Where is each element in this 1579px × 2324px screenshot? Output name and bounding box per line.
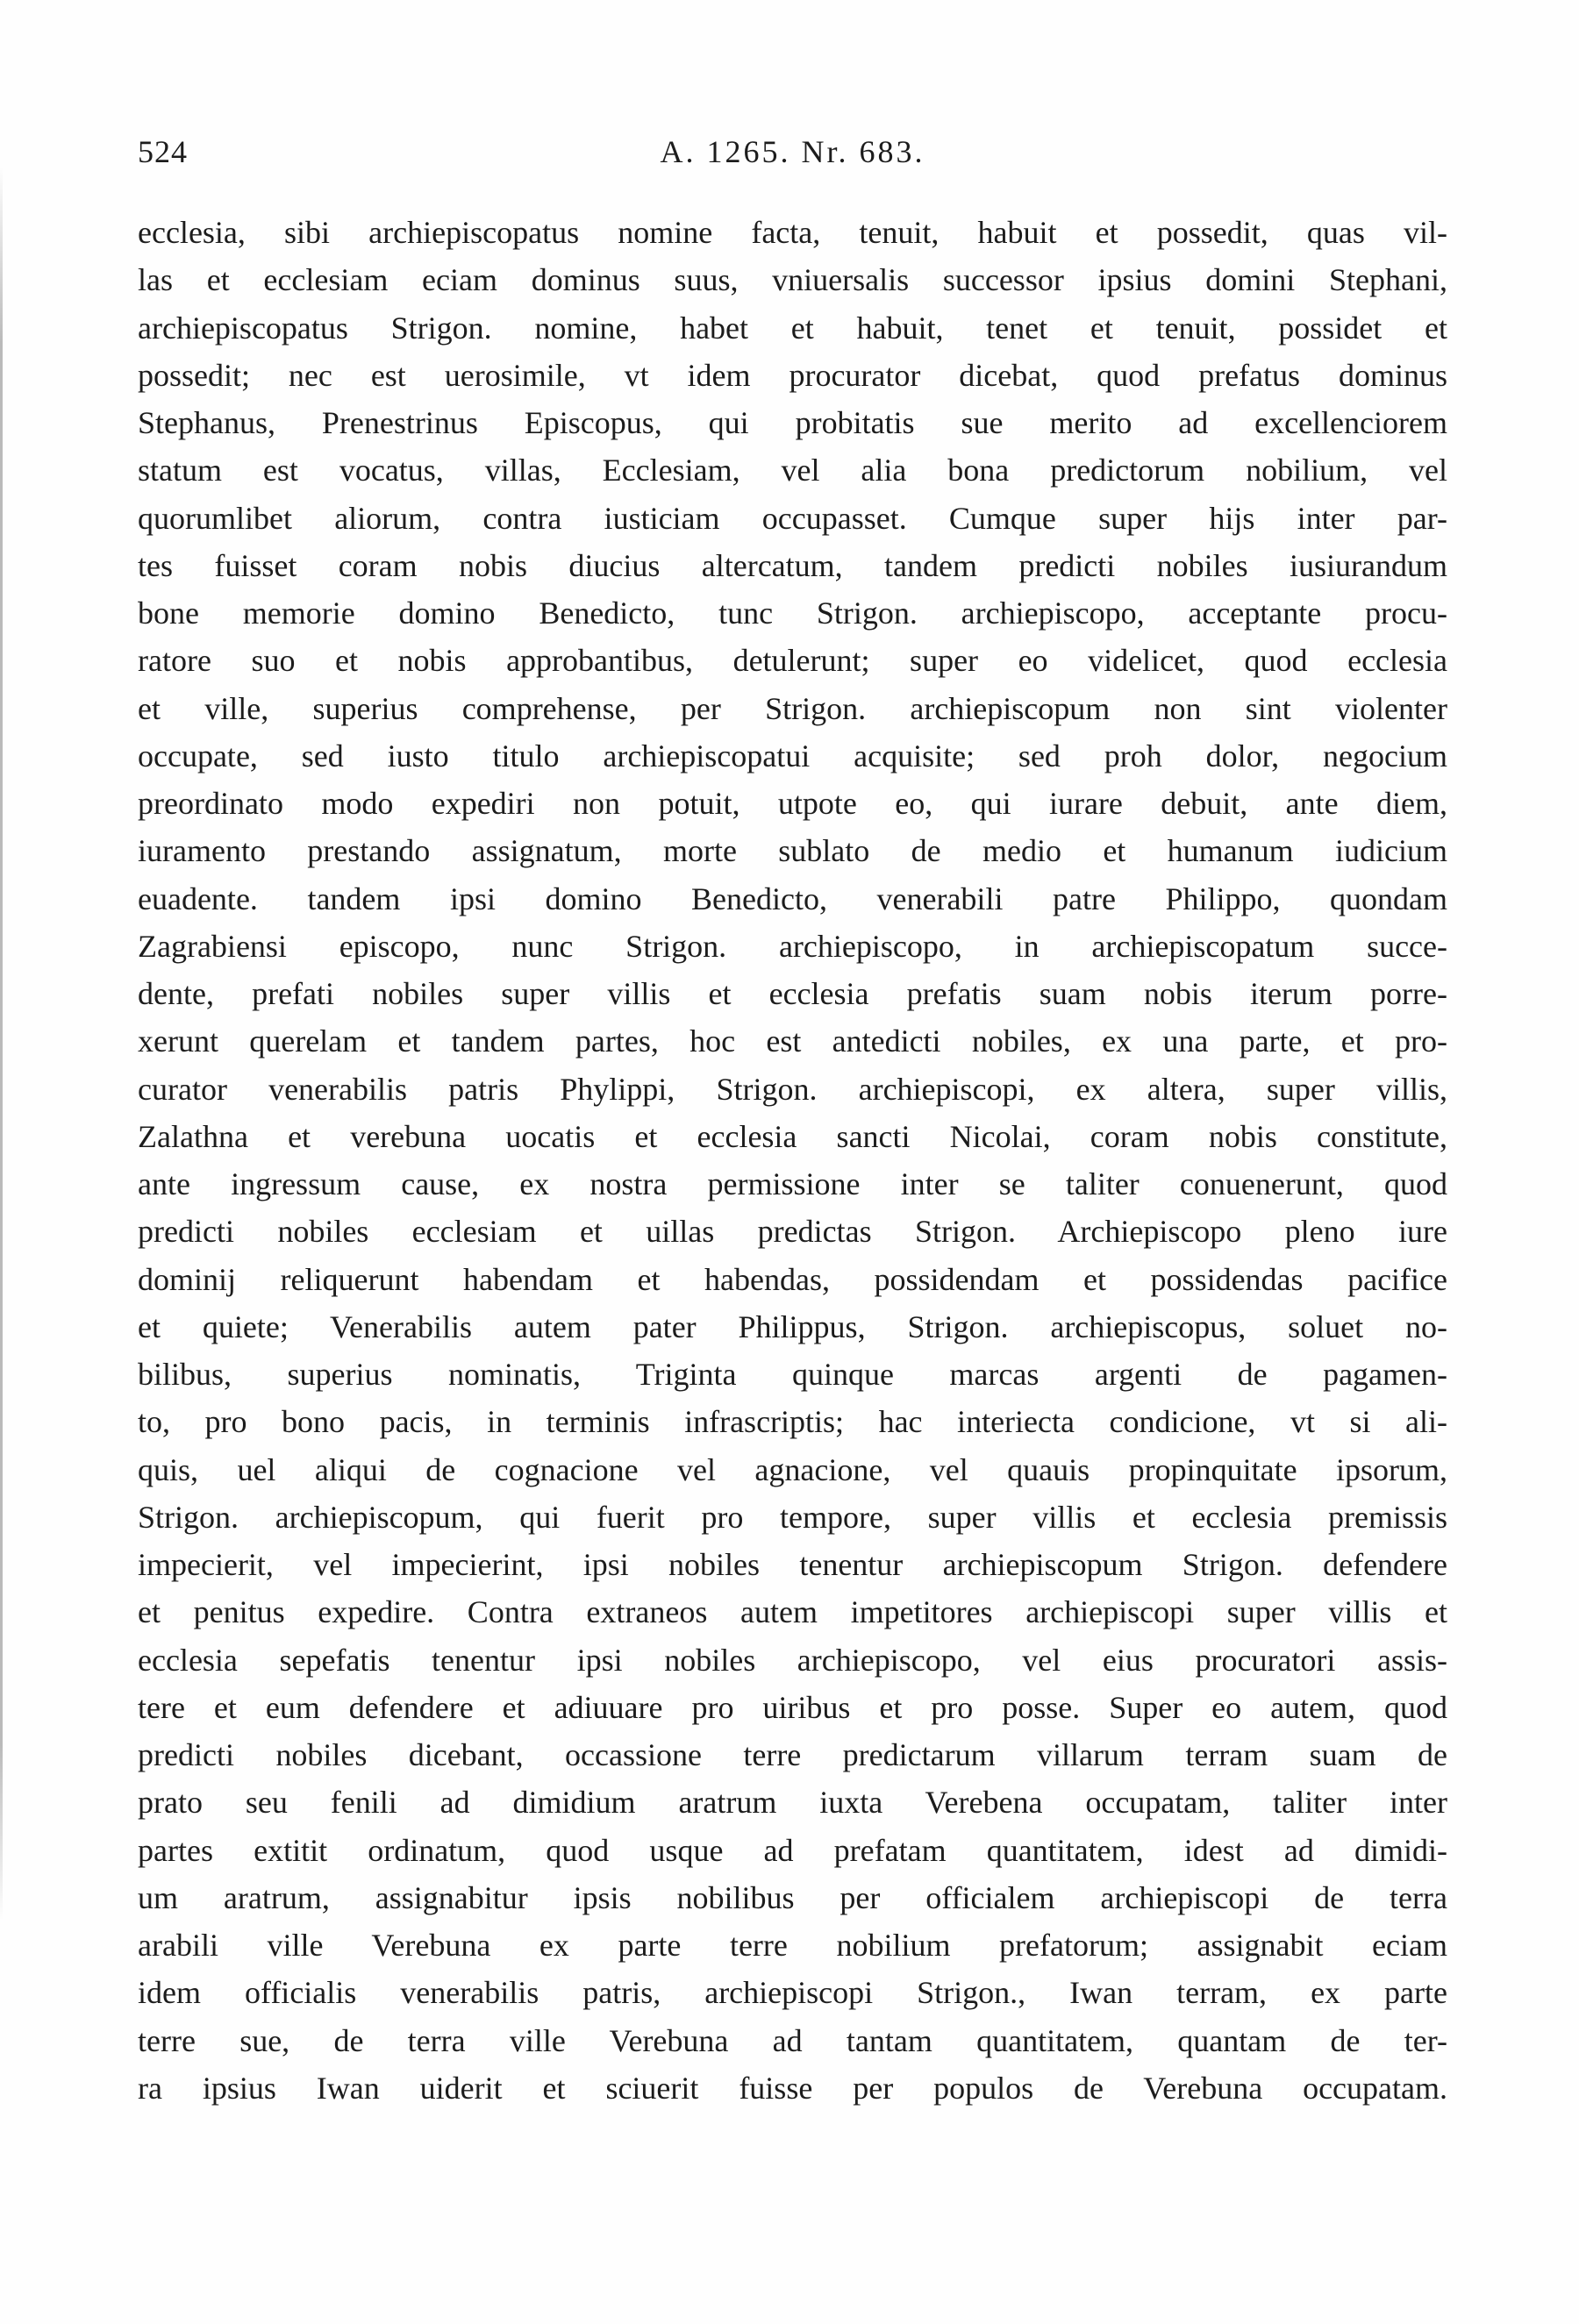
- text-line: las et ecclesiam eciam dominus suus, vniuersalis successor ipsius domini Stephani,: [138, 262, 1447, 298]
- text-line: ecclesia, sibi archiepiscopatus nomine facta, tenuit, habuit et possedit, quas vil-: [138, 215, 1447, 250]
- text-line: et quiete; Venerabilis autem pater Philippus, Strigon. archiepiscopus, soluet no-: [138, 1308, 1447, 1344]
- text-line: terre sue, de terra ville Verebuna ad tantam quantitatem, quantam de ter-: [138, 2022, 1447, 2058]
- running-head: A. 1265. Nr. 683.: [660, 134, 925, 169]
- text-line: impecierit, vel impecierint, ipsi nobiles tenentur archiepiscopum Strigon. defendere: [138, 1547, 1447, 1582]
- text-line: Zagrabiensi episcopo, nunc Strigon. archiepiscopo, in archiepiscopatum succe-: [138, 928, 1447, 964]
- text-line: arabili ville Verebuna ex parte terre nobilium prefatorum; assignabit eciam: [138, 1928, 1447, 1963]
- text-line: quorumlibet aliorum, contra iusticiam occupasset. Cumque super hijs inter par-: [138, 500, 1447, 536]
- text-line: to, pro bono pacis, in terminis infrascriptis; hac interiecta condicione, vt si ali-: [138, 1404, 1447, 1440]
- text-line: et penitus expedire. Contra extraneos autem impetitores archiepiscopi super villis et: [138, 1594, 1447, 1630]
- text-line: um aratrum, assignabitur ipsis nobilibus per officialem archiepiscopi de terra: [138, 1879, 1447, 1915]
- page-number: 524: [138, 134, 188, 169]
- text-line: preordinato modo expediri non potuit, utpote eo, qui iurare debuit, ante diem,: [138, 786, 1447, 821]
- text-line: xerunt querelam et tandem partes, hoc est antedicti nobiles, ex una parte, et pro-: [138, 1023, 1447, 1059]
- text-line: Zalathna et verebuna uocatis et ecclesia sancti Nicolai, coram nobis constitute,: [138, 1118, 1447, 1154]
- text-line: dente, prefati nobiles super villis et ecclesia prefatis suam nobis iterum porre-: [138, 976, 1447, 1011]
- text-line: bone memorie domino Benedicto, tunc Strigon. archiepiscopo, acceptante procu-: [138, 595, 1447, 631]
- text-line: predicti nobiles ecclesiam et uillas predictas Strigon. Archiepiscopo pleno iure: [138, 1214, 1447, 1250]
- scan-edge-shadow: [0, 167, 3, 1921]
- text-line: Stephanus, Prenestrinus Episcopus, qui probitatis sue merito ad excellenciorem: [138, 405, 1447, 440]
- text-line: Strigon. archiepiscopum, qui fuerit pro tempore, super villis et ecclesia premissis: [138, 1499, 1447, 1535]
- text-line: statum est vocatus, villas, Ecclesiam, vel alia bona predictorum nobilium, vel: [138, 453, 1447, 488]
- text-line: partes extitit ordinatum, quod usque ad prefatam quantitatem, idest ad dimidi-: [138, 1832, 1447, 1868]
- text-line: bilibus, superius nominatis, Triginta quinque marcas argenti de pagamen-: [138, 1357, 1447, 1392]
- text-line: prato seu fenili ad dimidium aratrum iuxta Verebena occupatam, taliter inter: [138, 1785, 1447, 1821]
- page-header: [138, 133, 1447, 177]
- text-line: ra ipsius Iwan uiderit et sciuerit fuisse per populos de Verebuna occupatam.: [138, 2070, 1447, 2106]
- text-line: ecclesia sepefatis tenentur ipsi nobiles archiepiscopo, vel eius procuratori assis-: [138, 1642, 1447, 1678]
- text-line: possedit; nec est uerosimile, vt idem procurator dicebat, quod prefatus dominus: [138, 357, 1447, 393]
- text-line: tere et eum defendere et adiuuare pro uiribus et pro posse. Super eo autem, quod: [138, 1689, 1447, 1725]
- text-line: tes fuisset coram nobis diucius altercatum, tandem predicti nobiles iusiurandum: [138, 547, 1447, 583]
- text-line: occupate, sed iusto titulo archiepiscopatui acquisite; sed proh dolor, negocium: [138, 738, 1447, 773]
- text-line: iuramento prestando assignatum, morte sublato de medio et humanum iudicium: [138, 833, 1447, 869]
- text-line: ratore suo et nobis approbantibus, detulerunt; super eo videlicet, quod ecclesia: [138, 643, 1447, 679]
- text-line: quis, uel aliqui de cognacione vel agnacione, vel quauis propinquitate ipsorum,: [138, 1451, 1447, 1487]
- body-text: [138, 209, 1447, 2112]
- text-line: ante ingressum cause, ex nostra permissione inter se taliter conuenerunt, quod: [138, 1166, 1447, 1201]
- text-line: dominij reliquerunt habendam et habendas, possidendam et possidendas pacifice: [138, 1261, 1447, 1297]
- text-line: idem officialis venerabilis patris, archiepiscopi Strigon., Iwan terram, ex parte: [138, 1975, 1447, 2011]
- text-line: predicti nobiles dicebant, occassione terre predictarum villarum terram suam de: [138, 1737, 1447, 1772]
- text-line: archiepiscopatus Strigon. nomine, habet et habuit, tenet et tenuit, possidet et: [138, 310, 1447, 346]
- text-line: euadente. tandem ipsi domino Benedicto, venerabili patre Philippo, quondam: [138, 880, 1447, 916]
- text-line: curator venerabilis patris Phylippi, Strigon. archiepiscopi, ex altera, super villis,: [138, 1071, 1447, 1107]
- text-line: et ville, superius comprehense, per Strigon. archiepiscopum non sint violenter: [138, 690, 1447, 726]
